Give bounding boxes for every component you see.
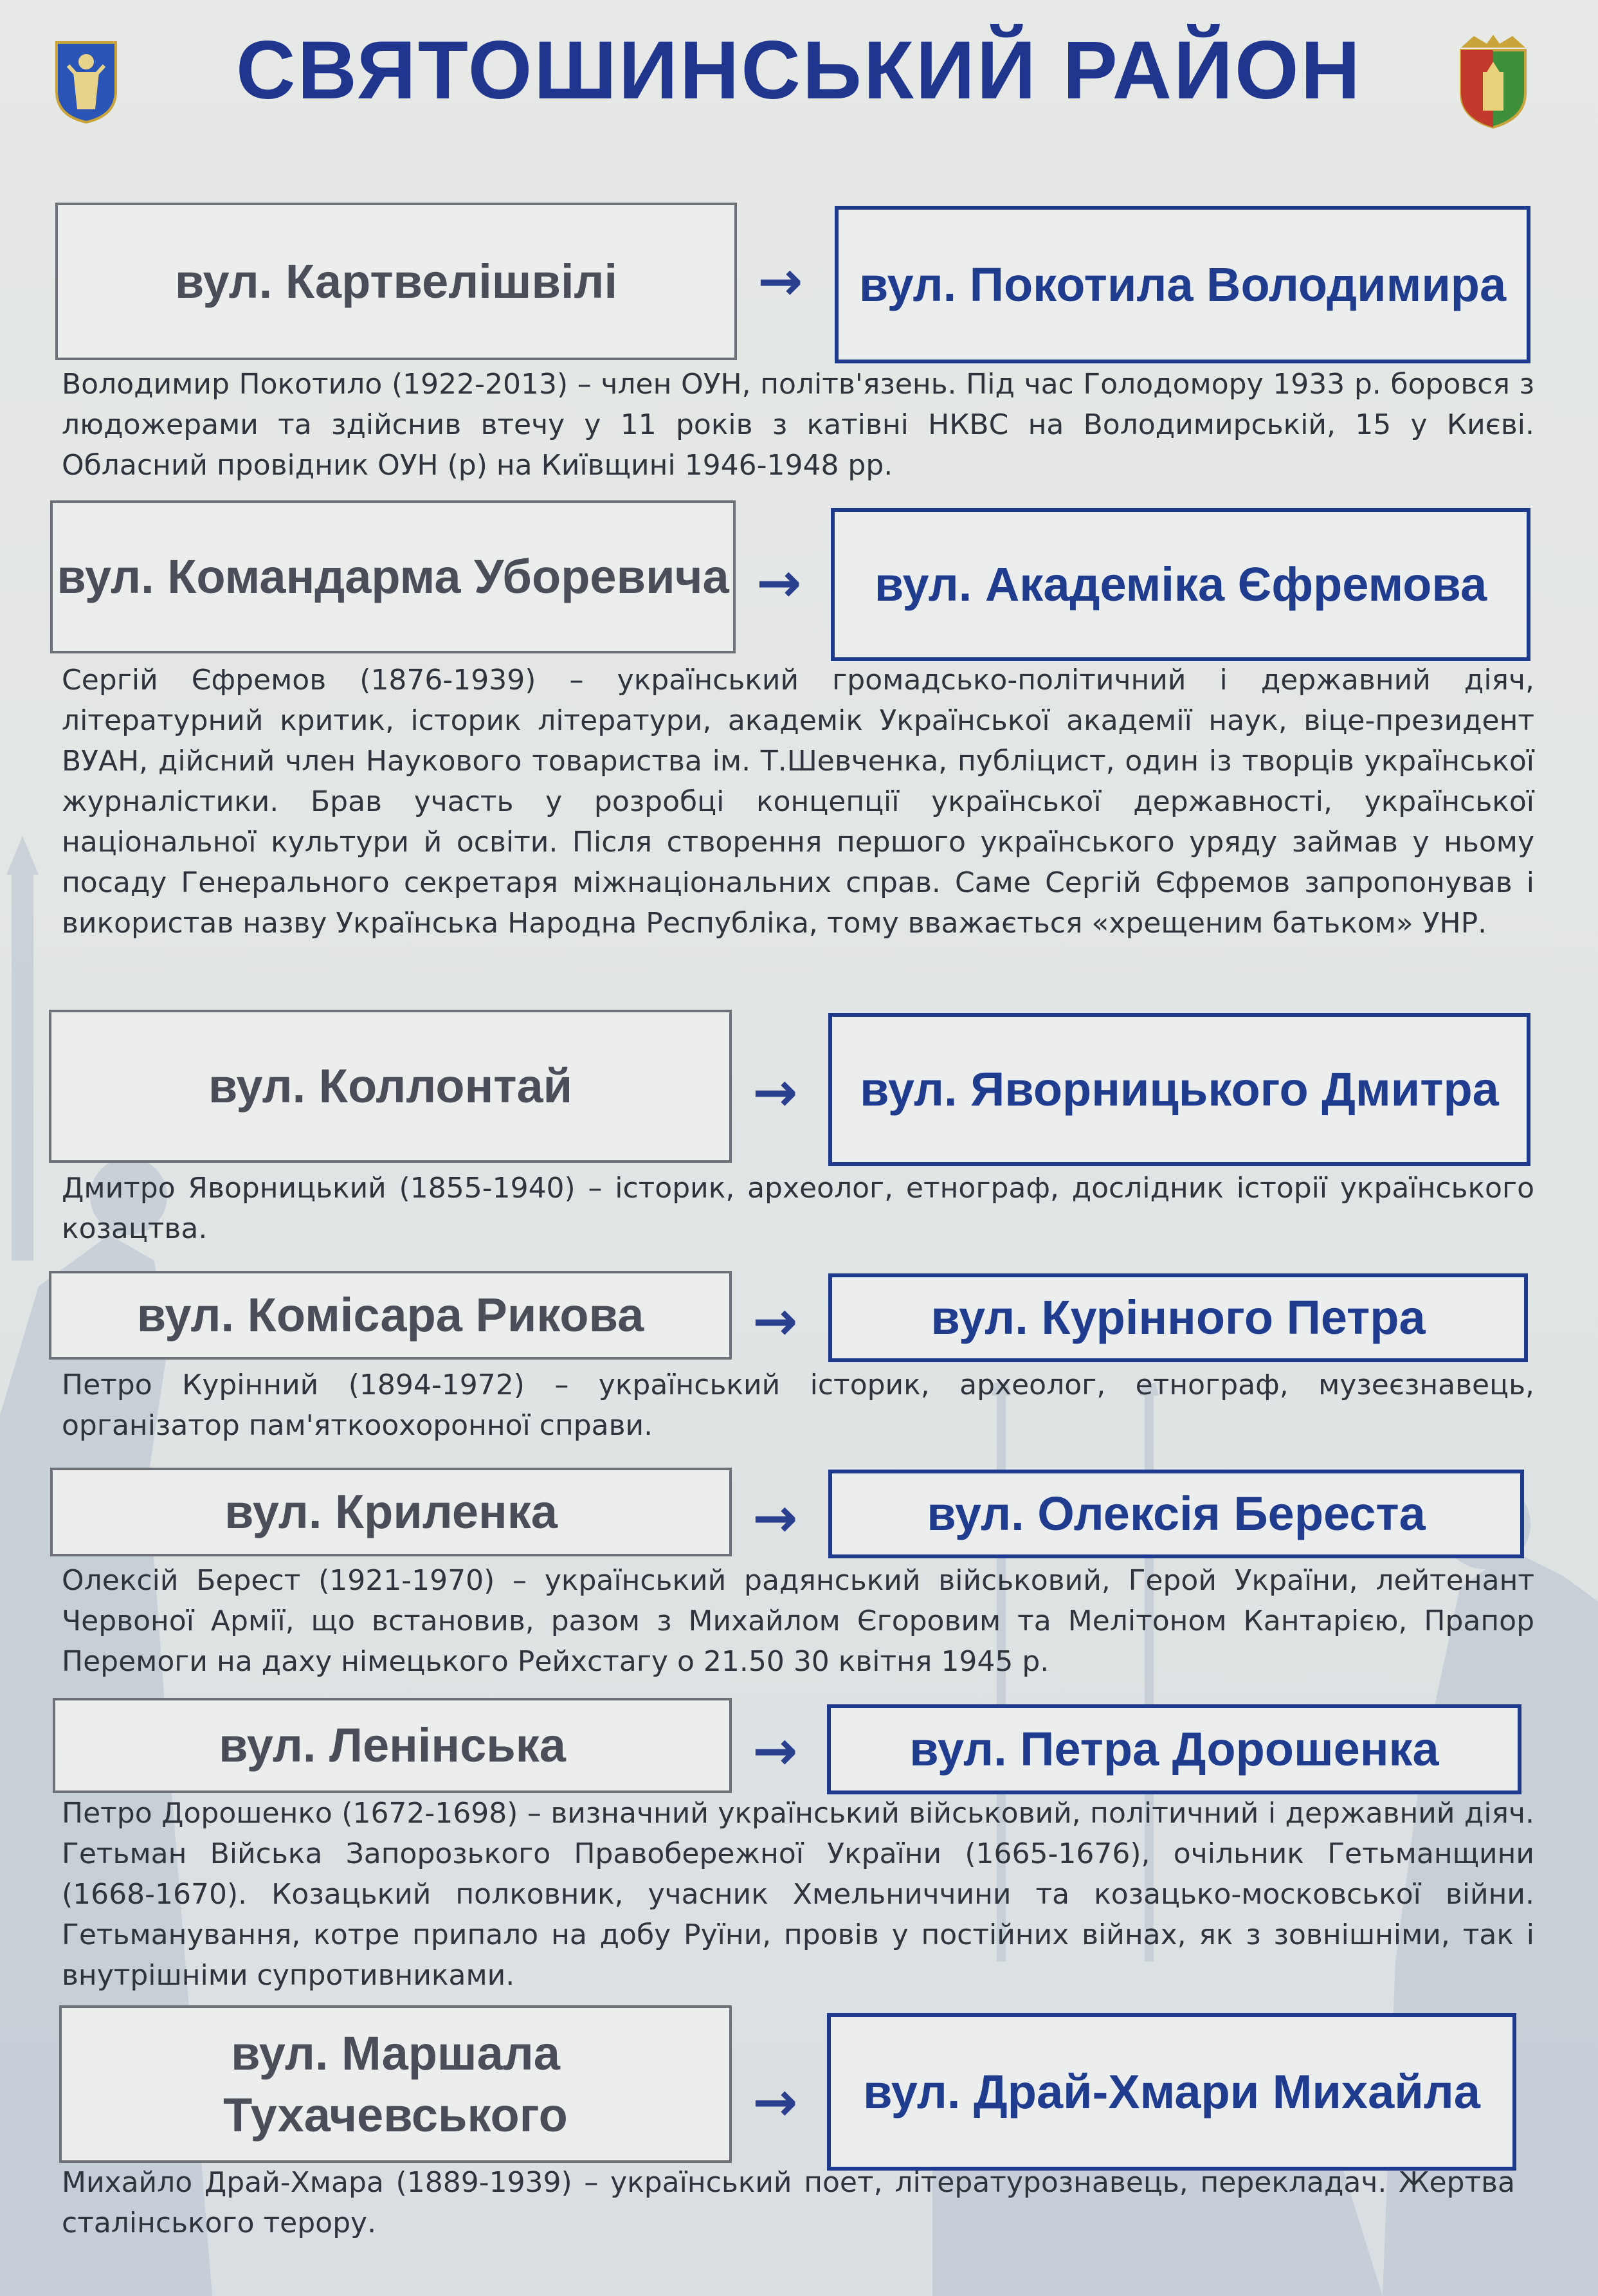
old-street-name: вул. Ленінська	[219, 1718, 566, 1772]
street-namesake-description: Петро Дорошенко (1672-1698) – визначний український військовий, політичний і державний діяч. Гетьман Війська Запорозького Правобережної України (1665-1676), очільник Гетьманщини (1668-1670). Козацький полковник, учасник Хмельниччини та козацько-московської війни. Гетьманування, котре припало на добу Руїни, провів у постійних війнах, як з зовнішніми, так і внутрішніми супротивниками.	[62, 1797, 1534, 1992]
street-namesake-description: Михайло Драй-Хмара (1889-1939) – український поет, літературознавець, перекладач. Жертва сталінського терору.	[62, 2166, 1515, 2239]
street-namesake-description: Володимир Покотило (1922-2013) – член ОУН, політв'язень. Під час Голодомору 1933 р. боровся з людожерами та здійснив втечу у 11 років з катівні НКВС на Володимирській, 15 у Києві. Обласний провідник ОУН (р) на Київщині 1946-1948 рр.	[62, 368, 1534, 482]
new-street-name: вул. Академіка Єфремова	[874, 558, 1487, 611]
rename-arrow-icon: →	[756, 551, 802, 614]
old-street-name: вул. Картвелішвілі	[174, 254, 618, 308]
rename-arrow-icon: →	[752, 1289, 798, 1353]
street-namesake-description: Дмитро Яворницький (1855-1940) – історик, археолог, етнограф, дослідник історії українського козацтва.	[62, 1172, 1534, 1245]
new-street-name-box	[828, 1013, 1530, 1166]
old-street-name: вул. Командарма Уборевича	[57, 550, 729, 603]
rename-arrow-icon: →	[752, 2070, 798, 2133]
new-street-name: вул. Курінного Петра	[931, 1291, 1426, 1344]
old-street-name: вул. Криленка	[224, 1485, 558, 1538]
rename-arrow-icon: →	[758, 250, 803, 313]
old-street-name-box	[49, 1010, 732, 1163]
street-namesake-description: Сергій Єфремов (1876-1939) – український громадсько-політичний і державний діяч, літературний критик, історик літератури, академік Української академії наук, віце-президент ВУАН, дійсний член Наукового товариства ім. Т.Шевченка, публіцист, один із творців української журналістики. Брав участь у розробці концепції української державності, української національної культури й освіти. Після створення першого українського уряду займав у ньому посаду Генерального секретаря міжнаціональних справ. Саме Сергій Єфремов запропонував і використав назву Українська Народна Республіка, тому вважається «хрещеним батьком» УНР.	[62, 664, 1534, 940]
rename-arrow-icon: →	[752, 1719, 798, 1782]
new-street-name: вул. Олексія Береста	[927, 1487, 1426, 1540]
new-street-name: вул. Драй-Хмари Михайла	[863, 2064, 1480, 2118]
new-street-name-box	[827, 1704, 1521, 1794]
old-street-name-box	[55, 203, 737, 360]
rename-arrow-icon: →	[752, 1486, 798, 1549]
old-street-name: вул. Коллонтай	[208, 1059, 573, 1113]
new-street-name-box	[828, 1273, 1528, 1362]
new-street-name: вул. Петра Дорошенка	[909, 1722, 1439, 1776]
old-street-name-box	[49, 1271, 732, 1360]
page-title: СВЯТОШИНСЬКИЙ РАЙОН	[236, 24, 1362, 116]
new-street-name-box	[835, 206, 1530, 363]
new-street-name-box	[828, 1470, 1524, 1558]
old-street-name: вул. Комісара Рикова	[136, 1288, 644, 1342]
rename-arrow-icon: →	[752, 1061, 798, 1124]
old-street-name-box	[50, 1468, 732, 1556]
old-street-name-box	[59, 2005, 732, 2163]
street-namesake-description: Петро Курінний (1894-1972) – український історик, археолог, етнограф, музеєзнавець, організатор пам'яткоохоронної справи.	[62, 1369, 1534, 1442]
old-street-name-box	[50, 500, 736, 653]
new-street-name-box	[827, 2013, 1516, 2171]
old-street-name: вул. Маршала Тухачевського	[223, 2026, 568, 2142]
new-street-name-box	[831, 508, 1530, 661]
new-street-name: вул. Покотила Володимира	[858, 257, 1507, 311]
sviatoshynskyi-district-coat-of-arms-icon	[1455, 33, 1532, 130]
old-street-name-box	[53, 1698, 732, 1793]
new-street-name: вул. Яворницького Дмитра	[860, 1062, 1499, 1116]
street-namesake-description: Олексій Берест (1921-1970) – український радянський військовий, Герой України, лейтенант Червоної Армії, що встановив, разом з Михайлом Єгоровим та Мелітоном Кантарією, Прапор Перемоги на даху німецького Рейхстагу о 21.50 30 квітня 1945 р.	[62, 1564, 1534, 1678]
